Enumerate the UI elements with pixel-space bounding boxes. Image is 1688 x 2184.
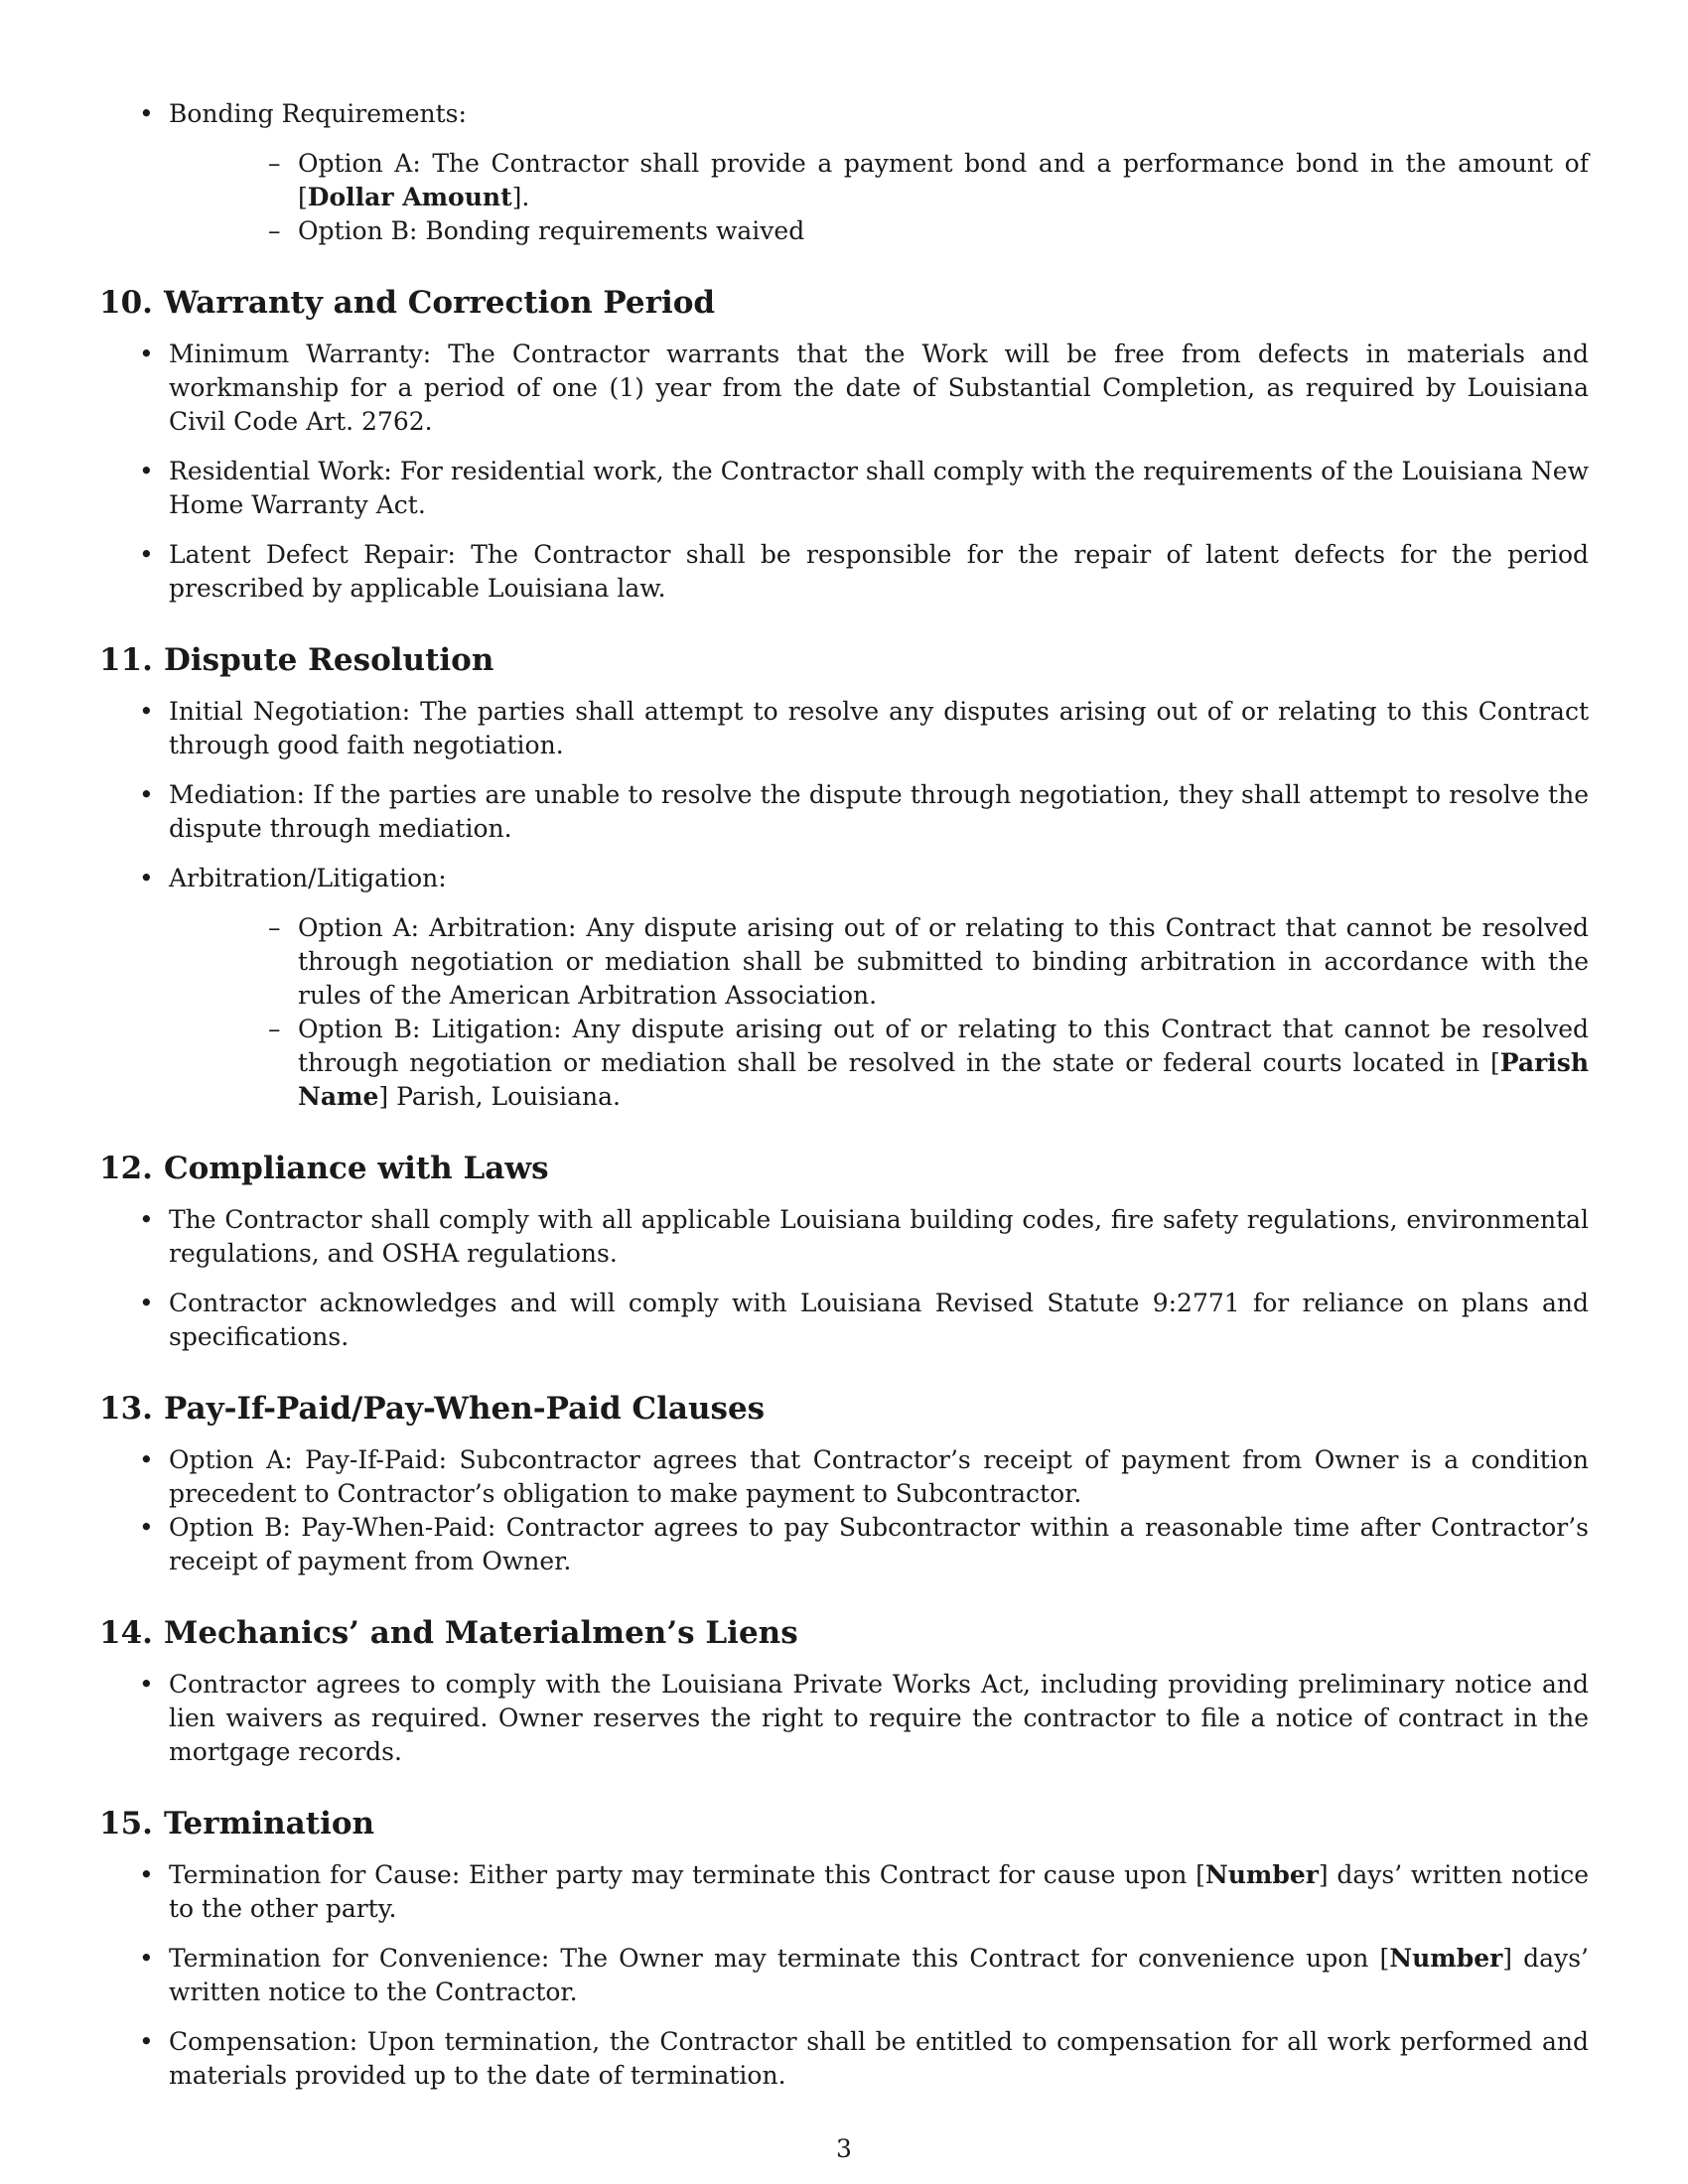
list-item: • Option B: Pay-When-Paid: Contractor agrees to pay Subcontractor within a reasonable time after Contractor’s receipt of payment from Owner. (99, 1511, 1589, 1578)
bonding-option-a: – Option A: The Contractor shall provide a payment bond and a performance bond in the amount of [Dollar Amount]. (169, 147, 1589, 214)
list-item: • Option A: Pay-If-Paid: Subcontractor agrees that Contractor’s receipt of payment from Owner is a condition precedent to Contractor’s obligation to make payment to Subcontractor. (99, 1443, 1589, 1511)
list-item: • Initial Negotiation: The parties shall attempt to resolve any disputes arising out of or relating to this Contract through good faith negotiation. (99, 695, 1589, 762)
bonding-label: Bonding Requirements: (169, 99, 467, 128)
list-item: • Arbitration/Litigation: – Option A: Arbitration: Any dispute arising out of or relating to this Contract that cannot be resolved through negotiation or mediation shall be submitted to binding arbitration in accordance with the rules of the American Arbitration Association. – Option B: Litigation: Any dispute arising out of or relating to this Contract that cannot be resolved through negotiation or mediation shall be resolved in the state or federal courts located in [Parish Name] Parish, Louisiana. (99, 862, 1589, 1114)
arbitration-options (169, 911, 1589, 1114)
litigation-option-b: – Option B: Litigation: Any dispute arising out of or relating to this Contract that cannot be resolved through negotiation or mediation shall be resolved in the state or federal courts located in [Parish Name] Parish, Louisiana. (169, 1013, 1589, 1114)
placeholder-number: Number (1389, 1944, 1503, 1973)
placeholder-dollar-amount: Dollar Amount (307, 183, 512, 211)
list-item: • Latent Defect Repair: The Contractor shall be responsible for the repair of latent defects for the period prescribed by applicable Louisiana law. (99, 538, 1589, 606)
section-11-heading: 11. Dispute Resolution (99, 642, 494, 678)
list-item: • The Contractor shall comply with all applicable Louisiana building codes, fire safety regulations, environmental regulations, and OSHA regulations. (99, 1203, 1589, 1271)
list-item: • Residential Work: For residential work, the Contractor shall comply with the requirements of the Louisiana New Home Warranty Act. (99, 455, 1589, 522)
section-10-heading: 10. Warranty and Correction Period (99, 285, 716, 321)
placeholder-parish-name: Parish Name (298, 1048, 1589, 1111)
section-12-list (99, 1203, 1589, 1354)
section-10-list (99, 338, 1589, 606)
termination-compensation: • Compensation: Upon termination, the Contractor shall be entitled to compensation for all work performed and materials provided up to the date of termination. (99, 2025, 1589, 2093)
list-item: • Mediation: If the parties are unable to resolve the dispute through negotiation, they shall attempt to resolve the dispute through mediation. (99, 778, 1589, 846)
bonding-item (99, 97, 1589, 248)
section-14-heading: 14. Mechanics’ and Materialmen’s Liens (99, 1615, 798, 1651)
termination-for-cause: • Termination for Cause: Either party may terminate this Contract for cause upon [Number] days’ written notice to the other party. (99, 1858, 1589, 1926)
section-11-list (99, 695, 1589, 1114)
section-13-heading: 13. Pay-If-Paid/Pay-When-Paid Clauses (99, 1391, 766, 1427)
document-page (99, 97, 1589, 2093)
list-item: • Contractor acknowledges and will comply with Louisiana Revised Statute 9:2771 for reliance on plans and specifications. (99, 1287, 1589, 1354)
section-12-heading: 12. Compliance with Laws (99, 1151, 549, 1186)
page-number: 3 (836, 2134, 852, 2163)
section-15-list (99, 1858, 1589, 2093)
placeholder-number: Number (1204, 1860, 1319, 1889)
bonding-options (169, 147, 1589, 248)
section-14-list (99, 1668, 1589, 1769)
list-item: • Contractor agrees to comply with the Louisiana Private Works Act, including providing preliminary notice and lien waivers as required. Owner reserves the right to require the contractor to file a notice of contract in the mortgage records. (99, 1668, 1589, 1769)
section-13-list (99, 1443, 1589, 1578)
section-15-heading: 15. Termination (99, 1806, 375, 1842)
arbitration-option-a: – Option A: Arbitration: Any dispute arising out of or relating to this Contract that cannot be resolved through negotiation or mediation shall be submitted to binding arbitration in accordance with the rules of the American Arbitration Association. (169, 911, 1589, 1013)
bonding-option-b: – Option B: Bonding requirements waived (169, 214, 1589, 248)
list-item: • Minimum Warranty: The Contractor warrants that the Work will be free from defects in materials and workmanship for a period of one (1) year from the date of Substantial Completion, as required by Louisiana Civil Code Art. 2762. (99, 338, 1589, 439)
bonding-list (99, 97, 1589, 248)
termination-for-convenience: • Termination for Convenience: The Owner may terminate this Contract for convenience upon [Number] days’ written notice to the Contractor. (99, 1942, 1589, 2009)
